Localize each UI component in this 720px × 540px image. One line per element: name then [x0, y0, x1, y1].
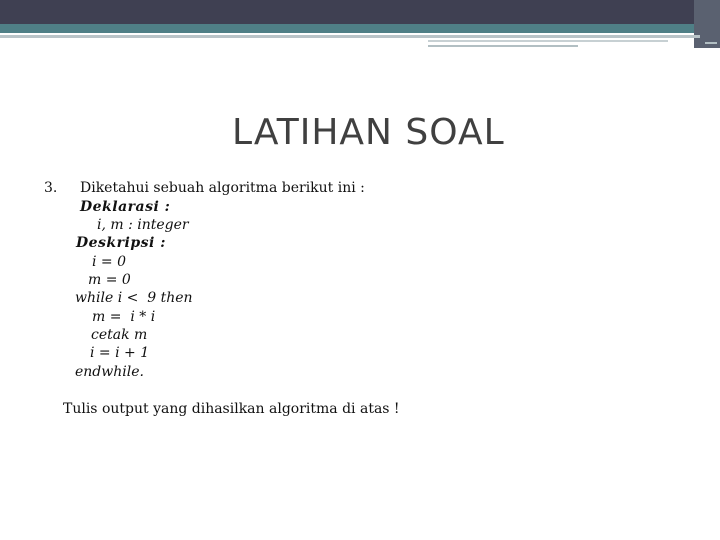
- header-corner-block: [694, 0, 720, 48]
- slide-title: LATIHAN SOAL: [232, 112, 505, 153]
- question-intro: Diketahui sebuah algoritma berikut ini :: [80, 180, 365, 196]
- deskripsi-label: Deskripsi :: [76, 235, 166, 251]
- header-accent-band: [0, 24, 720, 33]
- declaration-line: i, m : integer: [97, 217, 189, 233]
- question-instruction: Tulis output yang dihasilkan algoritma di atas !: [63, 401, 400, 417]
- divider-line-shorter: [428, 45, 578, 47]
- deklarasi-label: Deklarasi :: [80, 199, 171, 215]
- header-band: [0, 0, 720, 24]
- code-line: m = i * i: [92, 309, 156, 325]
- code-line: i = 0: [92, 254, 127, 270]
- code-line: i = i + 1: [90, 345, 150, 361]
- divider-line: [0, 35, 700, 38]
- code-line: m = 0: [88, 272, 131, 288]
- question-number: 3.: [44, 180, 58, 196]
- code-line: while i < 9 then: [75, 290, 193, 306]
- divider-line-tiny: [705, 42, 717, 44]
- divider-line-short: [428, 40, 668, 42]
- code-line: endwhile.: [75, 364, 144, 380]
- code-line: cetak m: [91, 327, 148, 343]
